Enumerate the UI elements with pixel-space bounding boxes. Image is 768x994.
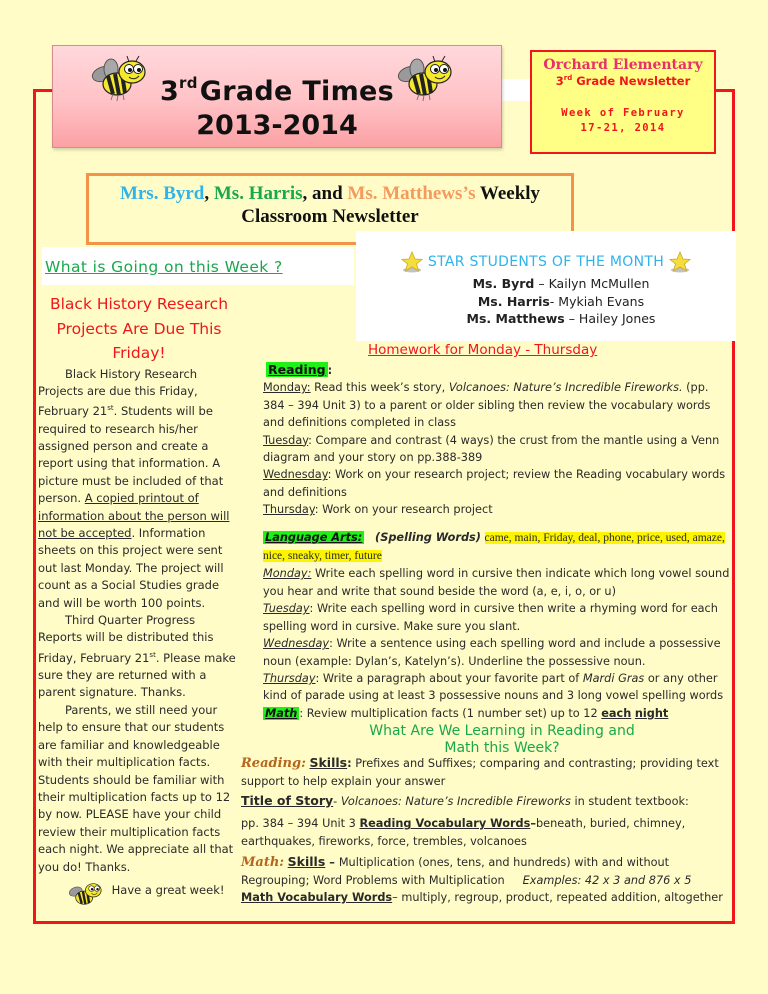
research-project-paragraph: Black History Research Projects are due this Friday, February 21st. Students will be required to research his/her assigned person and create a report using that information. A picture must be included of that person. A copied printout of information about the person will not be accepted. Information sheets on this project were sent out last Monday. The project will count as a Social Studies grade and will be worth 100 points. <box>38 366 230 610</box>
whats-on-heading-box <box>42 247 354 285</box>
spelling-words: came, main, Friday, deal, phone, price, used, amaze, nice, sneaky, timer, future <box>263 531 725 563</box>
whats-on-heading: What is Going on this Week ? <box>45 258 283 276</box>
right-column <box>241 340 731 906</box>
reading-homework: Reading : Monday: Read this week’s story, Volcanoes: Nature’s Incredible Fireworks. (pp. 384 – 394 Unit 3) to a parent or older sibling then review the vocabulary words and definitions completed in class Tuesday: Compare and contrast (4 ways) the crust from the mantle using a Venn diagram and your story on pp.388-389 Wednesday: Work on your research project; review the Reading vocabulary words and definitions Thursday: Work on your research project <box>263 362 726 517</box>
star-icon <box>400 251 424 273</box>
math-learning: Math: Skills – Multiplication (ones, tens, and hundreds) with and without Regrouping; Word Problems with Multiplication Examples: 42 x 3 and 876 x 5 Math Vocabulary Words– multiply, regroup, product, repeated addition, altogether <box>241 854 723 904</box>
title-banner <box>52 45 502 148</box>
newsletter-title: 3rdGrade Times <box>159 74 395 107</box>
signoff-text: Have a great week! <box>111 882 225 897</box>
star-student-entry: Ms. Matthews – Hailey Jones <box>466 311 656 326</box>
star-students-list <box>386 275 736 328</box>
week-dates: Week of February 17-21, 2014 <box>561 107 685 134</box>
bee-icon <box>393 54 459 102</box>
school-year: 2013-2014 <box>196 110 358 141</box>
teacher-matthews: Ms. Matthews’s <box>347 183 476 204</box>
banner-connector <box>502 79 530 101</box>
signoff <box>38 876 238 912</box>
language-arts-homework: Language Arts: (Spelling Words) came, main, Friday, deal, phone, price, used, amaze, nice, sneaky, timer, future Monday: Write each spelling word in cursive then indicate which long vowel sound you hear and write that sound beside the word (a, e, i, o, or u) Tuesday: Write each spelling word in cursive then write a rhyming word for each spelling word in cursive. Make sure you slant. Wednesday: Write a sentence using each spelling word and include a possessive noun (example: Dylan’s, Katelyn’s). Underline the possessive noun. Thursday: Write a paragraph about your favorite part of Mardi Gras or any other kind of parade using at least 3 possessive nouns and 3 long vowel spelling words <box>263 530 730 703</box>
homework-heading: Homework for Monday - Thursday <box>368 342 598 358</box>
star-icon <box>668 251 692 273</box>
left-column <box>38 292 238 912</box>
star-student-entry: Ms. Harris- Mykiah Evans <box>477 293 645 309</box>
star-students-box <box>356 231 736 341</box>
school-name: Orchard Elementary <box>543 57 703 73</box>
reading-label: Reading <box>268 362 326 377</box>
teacher-byrd: Mrs. Byrd <box>119 183 205 204</box>
star-students-title: STAR STUDENTS OF THE MONTH <box>356 251 736 273</box>
math-label: Math <box>265 706 298 720</box>
math-homework: Math : Review multiplication facts (1 number set) up to 12 each night <box>265 706 669 720</box>
black-history-headline: Black History Research Projects Are Due This Friday! <box>49 295 229 362</box>
reading-learning: Reading: Skills: Prefixes and Suffixes; comparing and contrasting; providing text support to help explain your answer Title of Story- Volcanoes: Nature’s Incredible Fireworks in student textbook: pp. 384 – 394 Unit 3 Reading Vocabulary Words–beneath, buried, chimney, earthquakes, fireworks, force, trembles, volcanoes <box>241 755 719 848</box>
progress-reports-paragraph: Third Quarter Progress Reports will be distributed this Friday, February 21st. Please make sure they are returned with a parent signature. Thanks. <box>38 613 236 700</box>
learning-heading: What Are We Learning in Reading and Math this Week? <box>369 723 635 757</box>
teachers-header: Mrs. Byrd, Ms. Harris, and Ms. Matthews’s Weekly Classroom Newsletter <box>86 173 574 245</box>
bee-icon <box>66 876 106 912</box>
teacher-harris: Ms. Harris <box>213 183 303 204</box>
star-student-entry: Ms. Byrd – Kailyn McMullen <box>472 276 650 291</box>
language-arts-label: Language Arts: <box>265 530 363 544</box>
multiplication-paragraph: Parents, we still need your help to ensure that our students are familiar and knowledgeable with their multiplication facts. Students should be familiar with their multiplication facts up to 12 by now. PLEASE have your child review their multiplication facts each night. We appreciate all that you do! Thanks. <box>38 702 234 874</box>
newsletter-subtitle: 3rd Grade Newsletter <box>555 74 691 88</box>
school-info-box <box>530 50 716 154</box>
